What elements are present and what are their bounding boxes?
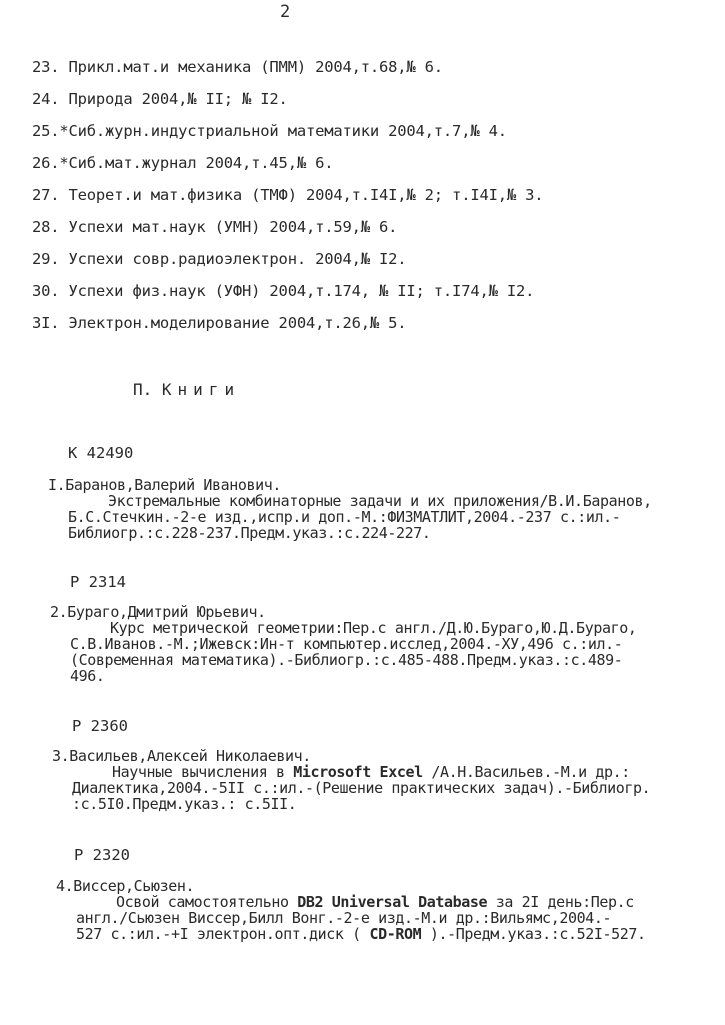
journal-item-31: 3I. Электрон.моделирование 2004,т.26,№ 5. — [32, 314, 407, 332]
book-line-text: Освой самостоятельно — [116, 893, 298, 911]
media-name: CD-ROM — [369, 925, 422, 943]
book-line — [56, 926, 646, 942]
journal-item-27: 27. Теорет.и мат.физика (ТМФ) 2004,т.I4I,№ 2; т.I4I,№ 3. — [32, 186, 544, 204]
book-entry — [52, 748, 650, 812]
book-code: Р 2314 — [70, 573, 126, 591]
book-line-text: за 2I день:Пер.с — [487, 893, 634, 911]
book-entry — [50, 604, 636, 684]
section-title: Книги — [161, 380, 241, 399]
book-line — [52, 764, 650, 780]
software-name: DB2 Universal Database — [297, 893, 488, 911]
page-number: 2 — [280, 2, 291, 22]
section-heading — [133, 380, 240, 399]
book-author: 4.Виссер,Сьюзен. — [56, 877, 195, 895]
book-author: 2.Бураго,Дмитрий Юрьевич. — [50, 603, 266, 621]
journal-item-24: 24. Природа 2004,№ II; № I2. — [32, 90, 288, 108]
book-line: Экстремальные комбинаторные задачи и их приложения/В.И.Баранов, — [108, 492, 652, 510]
book-author: 3.Васильев,Алексей Николаевич. — [52, 747, 311, 765]
journal-item-23: 23. Прикл.мат.и механика (ПММ) 2004,т.68,№ 6. — [32, 58, 443, 76]
book-line: англ./Сьюзен Виссер,Билл Вонг.-2-е изд.-М.и др.:Вильямс,2004.- — [76, 909, 612, 927]
book-line-text: /А.Н.Васильев.-М.и др.: — [422, 763, 630, 781]
book-code: Р 2320 — [74, 846, 130, 864]
journal-item-28: 28. Успехи мат.наук (УМН) 2004,т.59,№ 6. — [32, 218, 398, 236]
software-name: Microsoft Excel — [293, 763, 423, 781]
journal-item-30: 30. Успехи физ.наук (УФН) 2004,т.174, № II; т.I74,№ I2. — [32, 282, 535, 300]
journal-item-25: 25.*Сиб.журн.индустриальной математики 2004,т.7,№ 4. — [32, 122, 507, 140]
book-code: Р 2360 — [72, 717, 128, 735]
book-author: I.Баранов,Валерий Иванович. — [48, 476, 282, 494]
book-line: 496. — [70, 667, 105, 685]
book-line: Б.С.Стечкин.-2-е изд.,испр.и доп.-М.:ФИЗМАТЛИТ,2004.-237 с.:ил.- — [68, 508, 621, 526]
section-prefix: П. — [133, 380, 153, 399]
book-line: (Современная математика).-Библиогр.:с.485-488.Предм.указ.:с.489- — [70, 651, 623, 669]
journal-item-29: 29. Успехи совр.радиоэлектрон. 2004,№ I2. — [32, 250, 407, 268]
book-line-text: 527 с.:ил.-+I электрон.опт.диск ( — [76, 925, 370, 943]
book-line: Диалектика,2004.-5II с.:ил.-(Решение практических задач).-Библиогр. — [72, 779, 651, 797]
book-line: С.В.Иванов.-М.;Ижевск:Ин-т компьютер.исслед,2004.-ХУ,496 с.:ил.- — [70, 635, 623, 653]
book-code: К 42490 — [68, 444, 134, 462]
book-line: Библиогр.:с.228-237.Предм.указ.:с.224-227. — [68, 524, 431, 542]
book-entry — [48, 477, 652, 541]
journal-item-26: 26.*Сиб.мат.журнал 2004,т.45,№ 6. — [32, 154, 334, 172]
book-line: Курс метрической геометрии:Пер.с англ./Д.Ю.Бураго,Ю.Д.Бураго, — [110, 619, 637, 637]
book-line-text: Научные вычисления в — [112, 763, 294, 781]
book-entry — [56, 878, 646, 942]
book-line — [56, 894, 646, 910]
book-line-text: ).-Предм.указ.:с.52I-527. — [421, 925, 646, 943]
book-line: :с.5I0.Предм.указ.: с.5II. — [72, 795, 297, 813]
